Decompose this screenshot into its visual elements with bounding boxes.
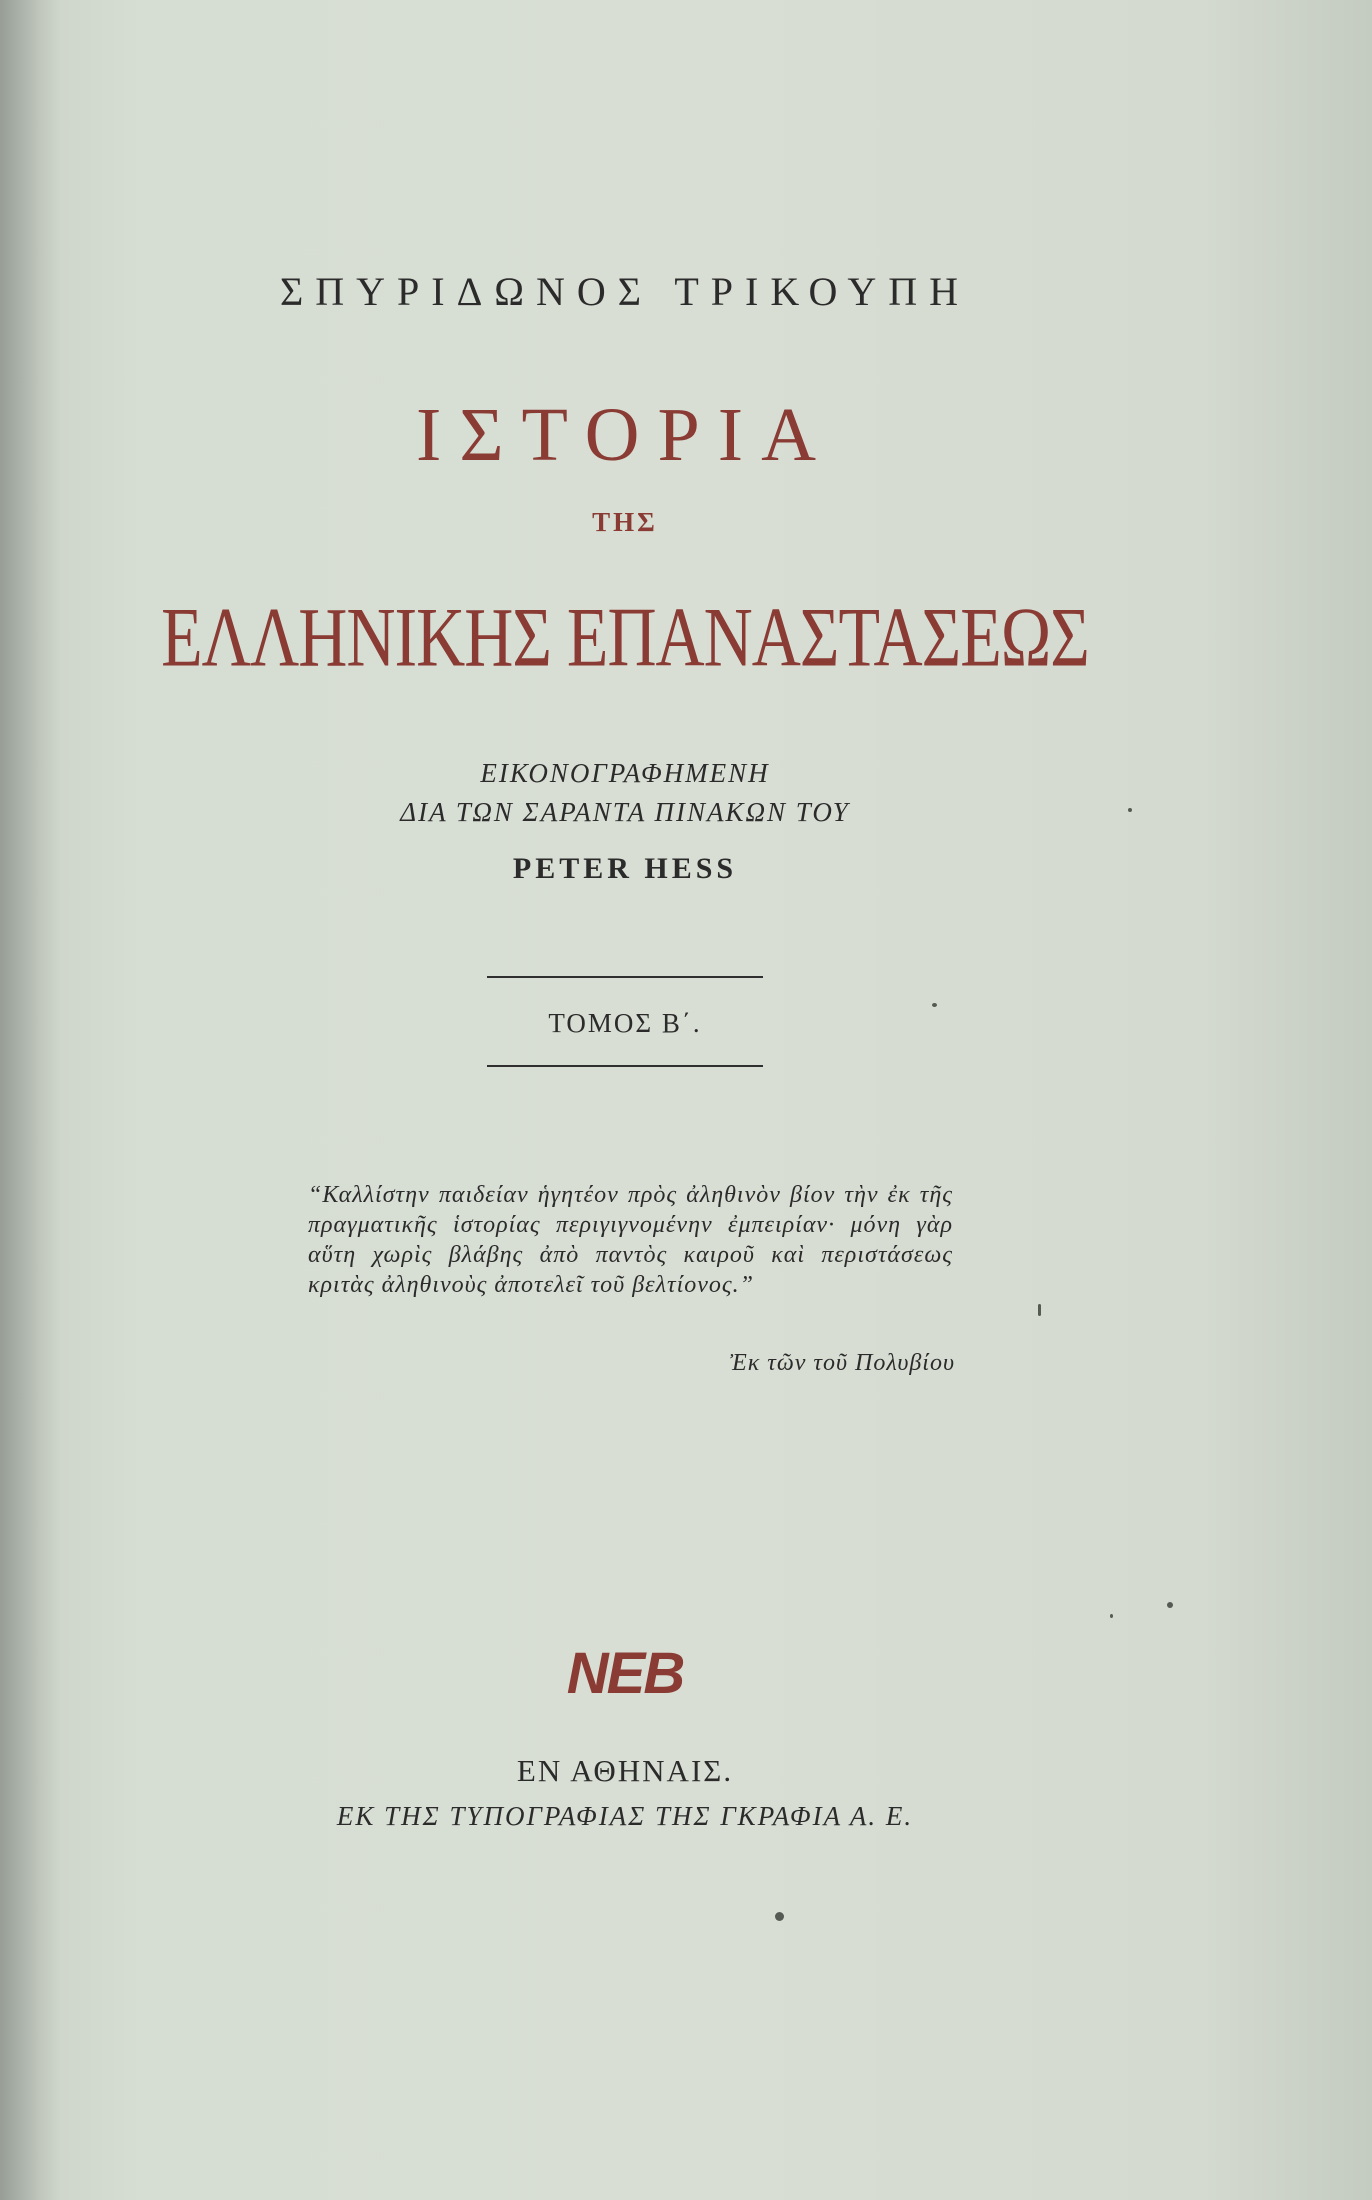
printer-line: ΕΚ ΤΗΣ ΤΥΠΟΓΡΑΦΙΑΣ ΤΗΣ ΓΚΡΑΦΙΑ Α. Ε. xyxy=(336,1801,914,1831)
paper-speck xyxy=(932,1003,937,1007)
title-connector: ΤΗΣ xyxy=(592,507,658,537)
author-name: ΣΠΥΡΙΔΩΝΟΣ ΤΡΙΚΟΥΠΗ xyxy=(279,269,971,314)
gutter-shadow xyxy=(0,0,60,2200)
publication-city: ΕΝ ΑΘΗΝΑΙΣ. xyxy=(516,1753,734,1788)
painter-name: PETER HESS xyxy=(512,852,738,885)
paper-speck xyxy=(1128,808,1132,812)
epigraph-source: Ἐκ τῶν τοῦ Πολυβίου xyxy=(729,1350,955,1376)
paper-speck xyxy=(1167,1602,1173,1608)
volume-label: ΤΟΜΟΣ Β΄. xyxy=(548,1008,702,1038)
paper-speck xyxy=(1110,1614,1113,1618)
epigraph-text: “Καλλίστην παιδείαν ἡγητέον πρὸς ἀληθινὸν βίον τὴν ἐκ τῆς πραγματικῆς ἱστορίας περιγιγνομένην ἐμπειρίαν· μόνη γὰρ αὕτη χωρὶς βλάβης ἀπὸ παντὸς καιροῦ καὶ περιστάσεως κριτὰς ἀληθινοὺς ἀποτελεῖ τοῦ βελτίονος.” xyxy=(308,1182,953,1298)
book-subtitle: ΕΛΛΗΝΙΚΗΣ ΕΠΑΝΑΣΤΑΣΕΩΣ xyxy=(161,589,1089,685)
divider-top xyxy=(487,976,763,978)
divider-bottom xyxy=(487,1065,763,1067)
illustration-note-line1: ΕΙΚΟΝΟΓΡΑΦΗΜΕΝΗ xyxy=(480,758,770,788)
paper-speck xyxy=(1038,1304,1041,1316)
paper-speck xyxy=(775,1912,784,1921)
publisher-logo: NEB xyxy=(566,1641,684,1706)
book-title: ΙΣΤΟΡΙΑ xyxy=(416,393,834,477)
illustration-note-line2: ΔΙΑ ΤΩΝ ΣΑΡΑΝΤΑ ΠΙΝΑΚΩΝ ΤΟΥ xyxy=(400,797,850,827)
